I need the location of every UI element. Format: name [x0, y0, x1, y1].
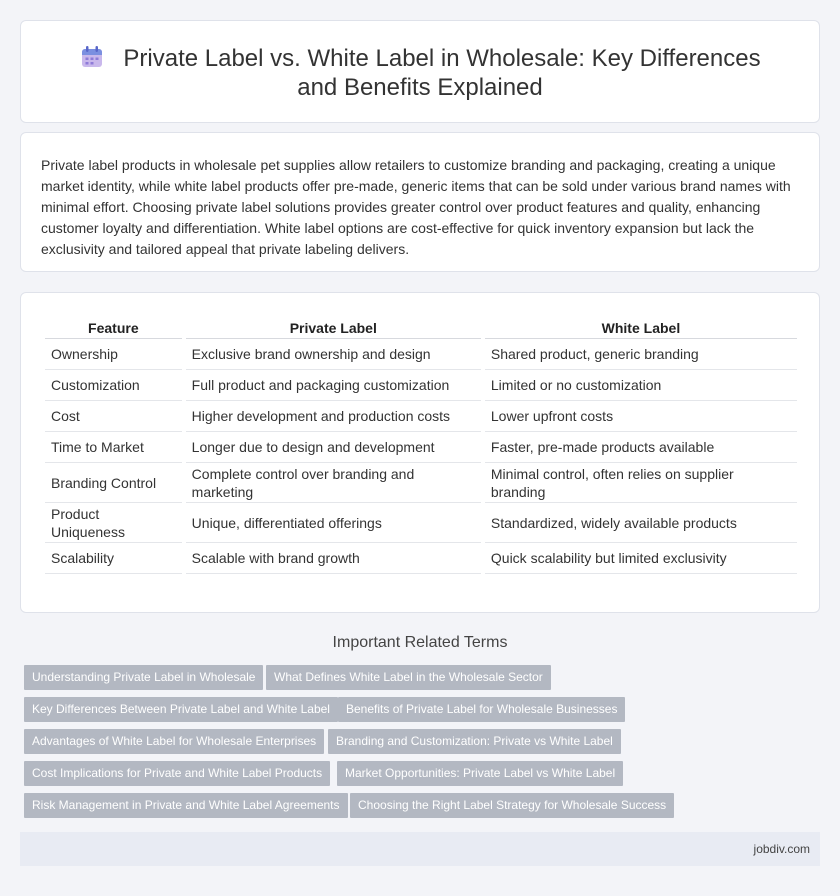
white-label-cell: Limited or no customization [485, 370, 797, 401]
intro-card [20, 132, 820, 272]
table-header-row [45, 317, 797, 339]
header-card [20, 20, 820, 123]
feature-cell: Product Uniqueness [45, 503, 182, 543]
related-term-tag[interactable]: Understanding Private Label in Wholesale [24, 665, 263, 690]
header-white-label: White Label [485, 317, 797, 339]
feature-cell: Cost [45, 401, 182, 432]
table-row [45, 339, 797, 370]
feature-cell: Scalability [45, 543, 182, 574]
private-label-cell: Complete control over branding and marketing [186, 463, 481, 503]
feature-cell: Customization [45, 370, 182, 401]
related-terms-title: Important Related Terms [332, 634, 508, 651]
white-label-cell: Lower upfront costs [485, 401, 797, 432]
feature-cell: Time to Market [45, 432, 182, 463]
private-label-cell: Unique, differentiated offerings [186, 503, 481, 543]
table-row [45, 463, 797, 503]
related-term-tag[interactable]: Market Opportunities: Private Label vs White Label [337, 761, 623, 786]
feature-cell: Ownership [45, 339, 182, 370]
white-label-cell: Minimal control, often relies on supplier branding [485, 463, 797, 503]
white-label-cell: Quick scalability but limited exclusivity [485, 543, 797, 574]
private-label-cell: Full product and packaging customization [186, 370, 481, 401]
calendar-icon [79, 44, 105, 70]
related-term-tag[interactable]: Choosing the Right Label Strategy for Wholesale Success [350, 793, 674, 818]
related-term-tag[interactable]: Advantages of White Label for Wholesale Enterprises [24, 729, 324, 754]
header-feature: Feature [45, 317, 182, 339]
page-title [61, 44, 779, 102]
table-row [45, 503, 797, 543]
title-wrap [61, 44, 779, 102]
related-term-tag[interactable]: Benefits of Private Label for Wholesale Businesses [338, 697, 625, 722]
white-label-cell: Shared product, generic branding [485, 339, 797, 370]
private-label-cell: Higher development and production costs [186, 401, 481, 432]
private-label-cell: Longer due to design and development [186, 432, 481, 463]
related-term-tag[interactable]: Key Differences Between Private Label and White Label [24, 697, 338, 722]
related-term-tag[interactable]: Risk Management in Private and White Label Agreements [24, 793, 348, 818]
related-term-tag[interactable]: Cost Implications for Private and White Label Products [24, 761, 330, 786]
white-label-cell: Faster, pre-made products available [485, 432, 797, 463]
private-label-cell: Scalable with brand growth [186, 543, 481, 574]
comparison-table-card [20, 292, 820, 613]
related-term-tag[interactable]: Branding and Customization: Private vs White Label [328, 729, 621, 754]
intro-paragraph: Private label products in wholesale pet supplies allow retailers to customize branding and packaging, creating a unique market identity, while white label products offer pre-made, generic items that can be sold under various brand names with minimal effort. Choosing private label solutions provides greater control over product features and quality, enhancing customer loyalty and differentiation. White label options are cost-effective for quick inventory expansion but lack the exclusivity and tailored appeal that private labeling delivers. [41, 157, 791, 257]
table-row [45, 401, 797, 432]
footer-bar [20, 832, 820, 866]
table-row [45, 370, 797, 401]
white-label-cell: Standardized, widely available products [485, 503, 797, 543]
table-row [45, 432, 797, 463]
footer-site-link[interactable]: jobdiv.com [753, 842, 810, 856]
comparison-table [41, 317, 801, 574]
page-title-text: Private Label vs. White Label in Wholesale: Key Differences and Benefits Explained [123, 45, 761, 101]
feature-cell: Branding Control [45, 463, 182, 503]
related-term-tag[interactable]: What Defines White Label in the Wholesale Sector [266, 665, 551, 690]
private-label-cell: Exclusive brand ownership and design [186, 339, 481, 370]
header-private-label: Private Label [186, 317, 481, 339]
table-row [45, 543, 797, 574]
